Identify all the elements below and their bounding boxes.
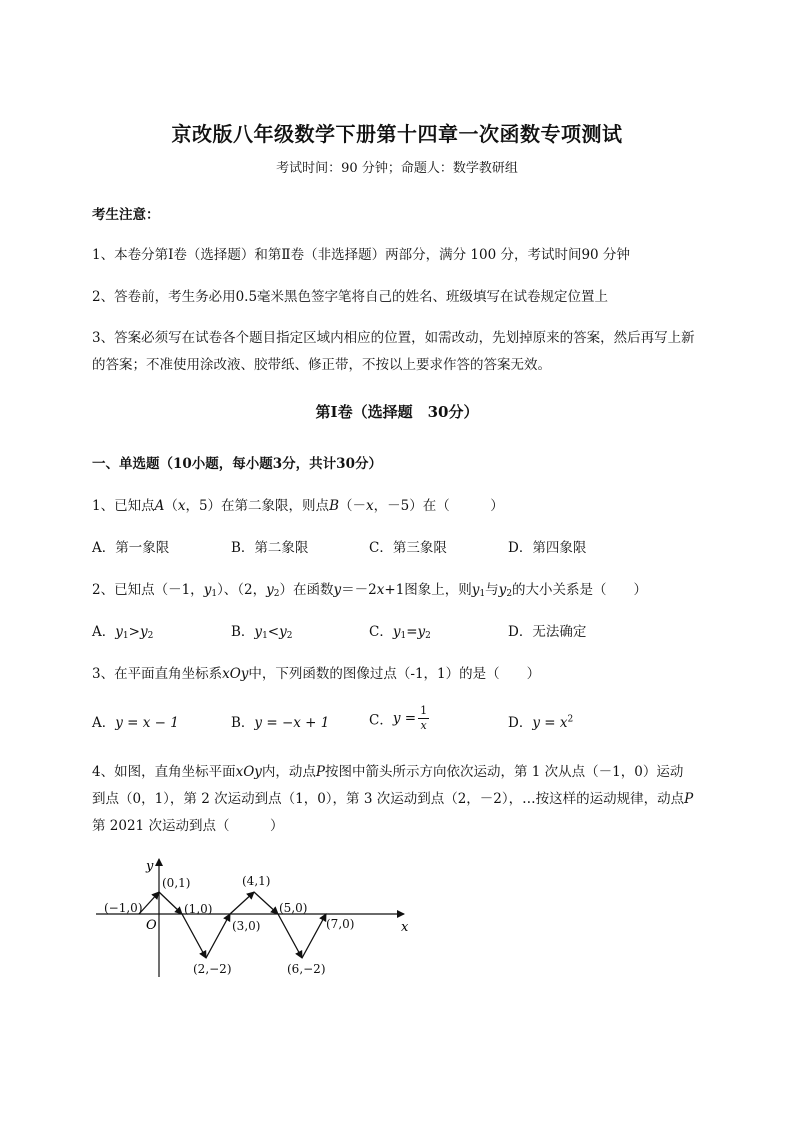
fraction: $\frac{1}{x}$ xyxy=(420,704,428,732)
origin-label: O xyxy=(146,918,157,933)
point-label: (3,0) xyxy=(232,919,261,933)
motion-figure xyxy=(96,855,416,985)
q2-option-d[interactable]: D．无法确定 xyxy=(508,624,587,640)
point-label: (6,−2) xyxy=(287,962,326,976)
x-axis-label: x xyxy=(401,920,409,935)
path-segment xyxy=(254,892,278,914)
q3-option-c[interactable]: C．y = $\frac{1}{x}$ xyxy=(369,704,428,732)
path-segment xyxy=(182,914,206,958)
question-3: 3、在平面直角坐标系xOy中，下列函数的图像过点（-1，1）的是（ ） xyxy=(92,666,541,682)
note-item-3: 3、答案必须写在试卷各个题目指定区域内相应的位置，如需改动，先划掉原来的答案，然后再写上新 xyxy=(92,330,695,346)
note-item-3-continued: 的答案；不准使用涂改液、胶带纸、修正带，不按以上要求作答的答案无效。 xyxy=(92,357,551,373)
note-item-2: 2、答卷前，考生务必用0.5毫米黑色签字笔将自己的姓名、班级填写在试卷规定位置上 xyxy=(92,289,609,305)
q3-option-d[interactable]: D．$y = x^2$ xyxy=(508,714,574,731)
note-item-1: 1、本卷分第Ⅰ卷（选择题）和第Ⅱ卷（非选择题）两部分，满分 100 分，考试时间90 分钟 xyxy=(92,247,630,263)
section-title: 第Ⅰ卷（选择题 30分） xyxy=(315,403,479,421)
question-4-line-1: 4、如图，直角坐标平面xOy内，动点P按图中箭头所示方向依次运动，第 1 次从点（－1，0）运动 xyxy=(92,764,684,780)
point-label: (−1,0) xyxy=(104,901,143,915)
notes-heading: 考生注意： xyxy=(92,207,160,223)
question-4-line-2: 到点（0，1），第 2 次运动到点（1，0），第 3 次运动到点（2，－2），…按这样的运动规律，动点P xyxy=(92,791,694,807)
q1-option-a[interactable]: A．第一象限 xyxy=(92,540,170,556)
path-segment xyxy=(230,892,254,914)
path-segment xyxy=(278,914,302,958)
q3-option-a[interactable]: A．y = x − 1 xyxy=(92,715,179,731)
point-label: (7,0) xyxy=(326,917,355,931)
question-1: 1、已知点A（x，5）在第二象限，则点B（－x，－5）在（ ） xyxy=(92,498,504,514)
question-4-line-3: 第 2021 次运动到点（ ） xyxy=(92,818,284,834)
point-label: (2,−2) xyxy=(193,962,232,976)
path-segment xyxy=(206,914,230,958)
point-label: (1,0) xyxy=(184,902,213,916)
path-segment xyxy=(302,914,326,958)
q1-option-d[interactable]: D．第四象限 xyxy=(508,540,587,556)
page-title: 京改版八年级数学下册第十四章一次函数专项测试 xyxy=(171,122,623,146)
question-2: 2、已知点（－1，$y_1$）、（2，$y_2$）在函数y＝－2x+1图象上，则$y_1$与$y_2$的大小关系是（ ） xyxy=(92,582,648,599)
q3-option-b[interactable]: B．y = −x + 1 xyxy=(231,715,330,731)
q2-option-a[interactable]: A．$y_1>y_2$ xyxy=(92,624,154,641)
point-label: (4,1) xyxy=(242,874,271,888)
path-segment xyxy=(159,892,182,914)
point-label: (5,0) xyxy=(279,901,308,915)
point-label: (0,1) xyxy=(162,876,191,890)
exam-info: 考试时间：90 分钟；命题人：数学教研组 xyxy=(276,161,518,176)
q2-option-c[interactable]: C．$y_1=y_2$ xyxy=(369,624,431,641)
y-axis-label: y xyxy=(146,859,154,874)
part-heading: 一、单选题（10小题，每小题3分，共计30分） xyxy=(92,456,382,472)
q1-option-c[interactable]: C．第三象限 xyxy=(369,540,447,556)
q1-option-b[interactable]: B．第二象限 xyxy=(231,540,309,556)
q2-option-b[interactable]: B．$y_1<y_2$ xyxy=(231,624,293,641)
